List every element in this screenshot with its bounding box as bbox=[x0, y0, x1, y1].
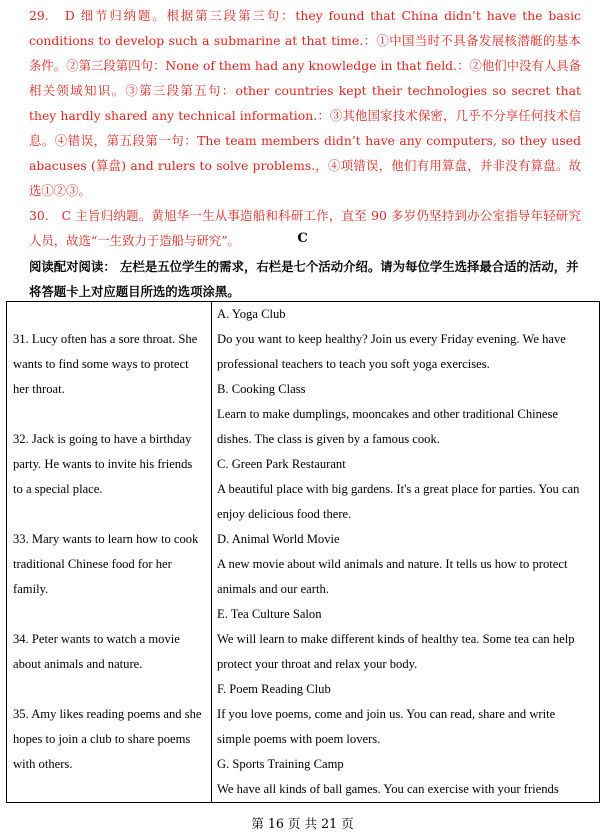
table-line: D. Animal World Movie bbox=[217, 532, 340, 546]
answer-29: 29. D 细节归纳题。根据第三段第三句：they found that China didn’t have the basic conditions to develop such a submarine at that time.：①中国当时不具备发展核潜艇的基本条件。②第三段第四句：None of them had any knowledge in that field.：②他们中没有人具备相关领域知识。③第三段第五句：other countries kept their technologies so secret that they hardly shared any technical information.：③其他国家技术保密，几乎不分享任何技术信息。④错误，第五段第一句：The team members didn’t have any computers, so they used abacuses (算盘) and rulers to solve problems.，④项错误，他们有用算盘，并非没有算盘。故选①②③。 bbox=[29, 8, 581, 198]
table-line: protect your throat and relax your body. bbox=[217, 657, 418, 671]
table-line: E. Tea Culture Salon bbox=[217, 607, 322, 621]
answer-explanations bbox=[29, 3, 581, 253]
page-footer: 第 16 页 共 21 页 bbox=[251, 816, 354, 831]
table-line: 34. Peter wants to watch a movie bbox=[13, 632, 180, 646]
table-line: C. Green Park Restaurant bbox=[217, 457, 346, 471]
table-line: 31. Lucy often has a sore throat. She bbox=[13, 332, 198, 346]
table-line: with others. bbox=[13, 757, 73, 771]
table-line: hopes to join a club to share poems bbox=[13, 732, 191, 746]
table-line: Do you want to keep healthy? Join us every Friday evening. We have bbox=[217, 332, 566, 346]
table-line: F. Poem Reading Club bbox=[217, 682, 331, 696]
table-line bbox=[7, 302, 211, 327]
table-line: We will learn to make different kinds of healthy tea. Some tea can help bbox=[217, 632, 575, 646]
table-line: A. Yoga Club bbox=[217, 307, 286, 321]
table-line: to a special place. bbox=[13, 482, 103, 496]
table-line: dishes. The class is given by a famous cook. bbox=[217, 432, 440, 446]
table-line: We have all kinds of ball games. You can exercise with your friends bbox=[217, 782, 559, 796]
activity-options-column bbox=[212, 302, 600, 803]
table-line: her throat. bbox=[13, 382, 65, 396]
table-line: party. He wants to invite his friends bbox=[13, 457, 193, 471]
table-line: 33. Mary wants to learn how to cook bbox=[13, 532, 199, 546]
table-line: simple poems with poem lovers. bbox=[217, 732, 381, 746]
table-line: A beautiful place with big gardens. It's a great place for parties. You can bbox=[217, 482, 580, 496]
matching-table bbox=[6, 301, 600, 803]
table-line: wants to find some ways to protect bbox=[13, 357, 189, 371]
table-line: A new movie about wild animals and nature. It tells us how to protect bbox=[217, 557, 568, 571]
section-title: C bbox=[297, 231, 308, 246]
table-line: traditional Chinese food for her bbox=[13, 557, 172, 571]
table-line bbox=[7, 777, 211, 802]
table-line: about animals and nature. bbox=[13, 657, 143, 671]
table-line: family. bbox=[13, 582, 49, 596]
table-line: animals and our earth. bbox=[217, 582, 329, 596]
table-line: If you love poems, come and join us. You can read, share and write bbox=[217, 707, 556, 721]
table-line: 35. Amy likes reading poems and she bbox=[13, 707, 202, 721]
table-line: enjoy delicious food there. bbox=[217, 507, 352, 521]
answer-30: 30. C 主旨归纳题。黄旭华一生从事造船和科研工作，直至 90 多岁仍坚持到办公室指导年轻研究人员，故选“一生致力于造船与研究”。 bbox=[29, 208, 581, 248]
table-line bbox=[7, 677, 211, 702]
matching-instructions: 阅读配对阅读： 左栏是五位学生的需求，右栏是七个活动介绍。请为每位学生选择最合适的活动，并将答题卡上对应题目所选的选项涂黑。 bbox=[29, 259, 579, 299]
student-needs-column bbox=[7, 302, 212, 803]
table-line: G. Sports Training Camp bbox=[217, 757, 344, 771]
table-line bbox=[7, 402, 211, 427]
table-line: B. Cooking Class bbox=[217, 382, 306, 396]
table-line bbox=[7, 602, 211, 627]
table-line: 32. Jack is going to have a birthday bbox=[13, 432, 192, 446]
table-line: professional teachers to teach you soft yoga exercises. bbox=[217, 357, 490, 371]
table-line bbox=[7, 502, 211, 527]
table-line: Learn to make dumplings, mooncakes and other traditional Chinese bbox=[217, 407, 558, 421]
